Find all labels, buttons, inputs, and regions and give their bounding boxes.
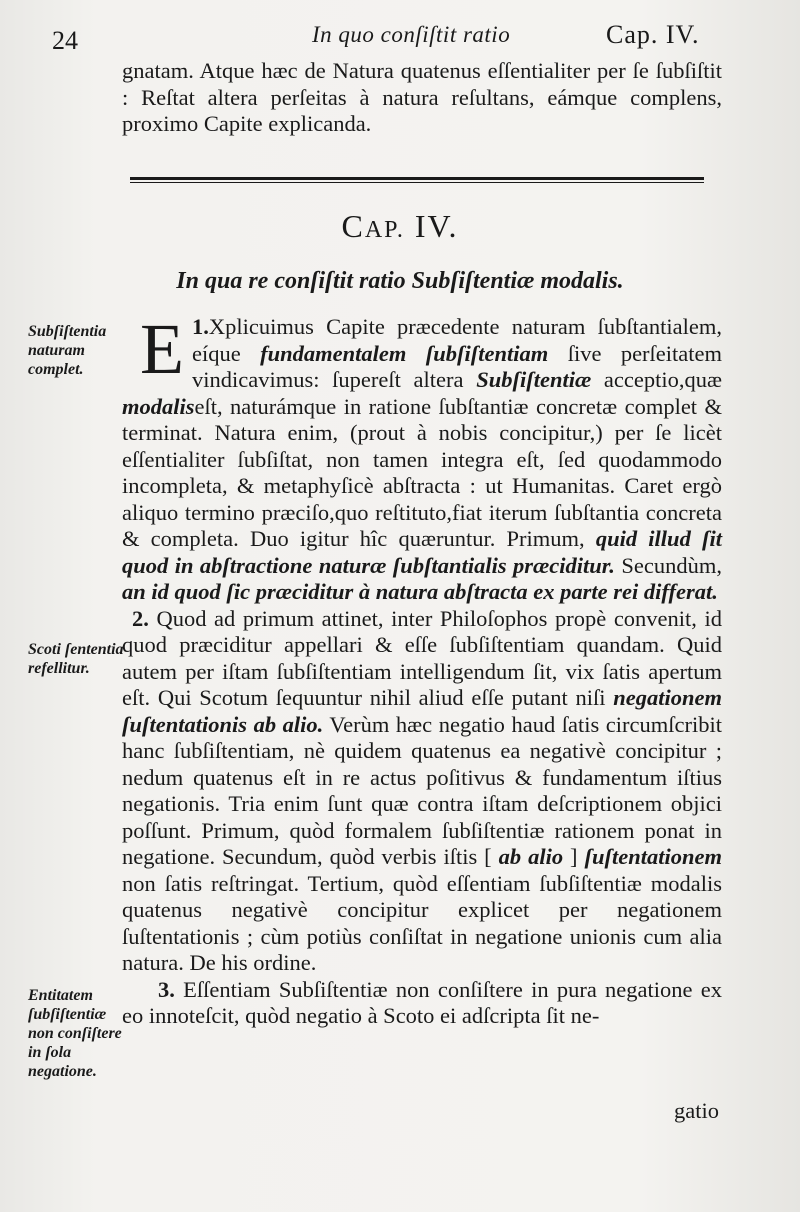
- text-run-italic: modalis: [122, 393, 195, 419]
- paragraph-1: [122, 309, 723, 606]
- drop-capital: E: [140, 309, 184, 389]
- text-run-italic: negationem ſuſtentationis ab alio.: [122, 685, 723, 737]
- text-run-italic: Subſiſtentiæ: [476, 367, 592, 392]
- chapter-body: [122, 309, 723, 1030]
- text-run-italic: quid illud ſit quod in abſtractione naturæ ſubſtantialis præciditur.: [122, 526, 722, 578]
- chapter-heading-initial: C: [341, 208, 365, 244]
- paragraph-3: [122, 977, 722, 1030]
- text-run-italic: ab alio: [498, 844, 564, 869]
- text-run: Quod ad primum attinet, inter Philoſophos propè convenit, id quod præciditur appellari & eſſe ſubſiſtentiam quandam. Quid autem per iſtam ſubſiſtentiam intelligendum ſit, vix ſatis apertum eſt. Qui Scotum ſequuntur nihil aliud eſſe putant niſi: [122, 605, 722, 710]
- chapter-subtitle: In qua re conſiſtit ratio Subſiſtentiæ modalis.: [176, 268, 624, 294]
- text-run-italic: fundamentalem ſubſiſtentiam: [260, 340, 549, 366]
- margin-note: Scoti ſententia refellitur.: [28, 641, 124, 677]
- text-run: ſive perſeitatem vindicavimus: ſupereſt altera: [191, 340, 723, 392]
- catchword: gatio: [674, 1098, 719, 1123]
- chapter-heading: [0, 208, 800, 245]
- text-run: Eſſentiam Subſiſtentiæ non conſiſtere in pura negatione ex eo innoteſcit, quòd negatio à Scoto ei adſcripta ſit ne-: [122, 976, 722, 1028]
- chapter-reference: Cap. IV.: [606, 20, 700, 49]
- running-header: [0, 14, 800, 54]
- paragraph-number: 2.: [132, 605, 149, 631]
- text-run-italic: ſuſtentationem: [584, 844, 722, 869]
- running-title: In quo conſiſtit ratio: [312, 22, 511, 47]
- text-run: eſt, naturámque in ratione ſubſtantiæ concretæ complet & terminat. Natura enim, (prout à nobis concipitur,) per ſe licèt eſſentialiter ſubſiſtat, non tamen integra eſt, ſed quodammodo incompleta, & metaphyſicè abſtracta : ut Humanitas. Caret ergò aliquo termino præciſo,quo reſtituto,fiat iterum ſubſtantia concreta & completa. Duo igitur hîc quæruntur. Primum,: [122, 393, 722, 551]
- paragraph-2: [122, 606, 722, 977]
- paragraph-number: 1.: [191, 314, 209, 339]
- text-run: acceptio,quæ: [603, 367, 723, 392]
- paragraph-number: 3.: [158, 976, 175, 1002]
- intro-text: gnatam. Atque hæc de Natura quatenus eſſentialiter per ſe ſubſiſtit : Reſtat altera perſeitas à natura reſultans, eámque complens, proximo Capite explicanda.: [122, 58, 722, 136]
- page-number: 24: [52, 26, 78, 55]
- margin-note: Entitatem ſubſiſtentiæ non conſiſtere in ſola negatione.: [28, 987, 122, 1080]
- text-run: Xplicuimus Capite præcedente naturam ſubſtantialem, eíque: [191, 314, 722, 366]
- text-run: Secundùm,: [621, 552, 723, 578]
- intro-paragraph: [122, 58, 722, 138]
- text-run-italic: an id quod ſic præciditur à natura abſtracta ex parte rei differat.: [122, 579, 718, 604]
- text-run: non ſatis reſtringat. Tertium, quòd eſſentiam ſubſiſtentiæ modalis quatenus negativè concipitur explicet per negationem ſuſtentationis ; cùm potiùs conſiſtat in negatione unionis cum alia natura. De his ordine.: [122, 870, 722, 975]
- margin-note: Subſiſtentia naturam complet.: [28, 323, 107, 378]
- chapter-heading-number: IV.: [414, 208, 459, 244]
- text-run: Verùm hæc negatio haud ſatis circumſcribit hanc ſubſiſtentiam, nè quidem quatenus ea negativè concipitur ; nedum quatenus eſt in re actus poſitivus & fundamentum iſtius negationis. Tria enim ſunt quæ contra iſtam deſcriptionem objici poſſunt. Primum, quòd formalem ſubſiſtentiæ rationem ponat in negatione. Secundum, quòd verbis iſtis [: [122, 711, 723, 869]
- chapter-heading-word: AP.: [364, 217, 405, 243]
- section-rule-thin: [130, 182, 704, 183]
- text-run: ]: [570, 844, 578, 869]
- section-rule: [130, 177, 704, 180]
